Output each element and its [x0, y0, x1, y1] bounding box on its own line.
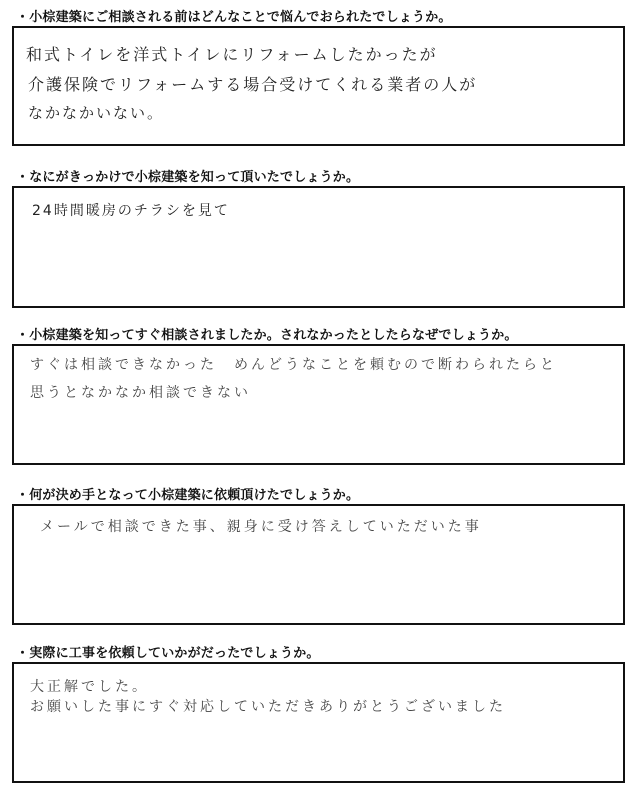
question-4: ・何が決め手となって小棕建築に依頼頂けたでしょうか。 — [16, 488, 360, 503]
answer-box-2 — [12, 186, 625, 308]
question-1: ・小棕建築にご相談される前はどんなことで悩んでおられたでしょうか。 — [16, 10, 452, 25]
answer-5-line-2: お願いした事にすぐ対応していただきありがとうございました — [30, 699, 506, 715]
answer-box-3 — [12, 344, 625, 465]
answer-box-1 — [12, 26, 625, 146]
answer-5-line-1: 大正解でした。 — [30, 679, 149, 695]
answer-4-line-1: メールで相談できた事、親身に受け答えしていただいた事 — [40, 519, 482, 535]
answer-3-line-2: 思うとなかなか相談できない — [30, 385, 251, 401]
answer-1-line-3: なかなかいない。 — [28, 104, 165, 122]
question-5: ・実際に工事を依頼していかがだったでしょうか。 — [16, 646, 320, 661]
question-2: ・なにがきっかけで小棕建築を知って頂いたでしょうか。 — [16, 170, 360, 185]
question-3: ・小棕建築を知ってすぐ相談されましたか。されなかったとしたらなぜでしょうか。 — [16, 328, 518, 343]
answer-1-line-1: 和式トイレを洋式トイレにリフォームしたかったが — [26, 45, 438, 64]
answer-1-line-2: 介護保険でリフォームする場合受けてくれる業者の人が — [28, 75, 478, 94]
answer-3-line-1: すぐは相談できなかった めんどうなことを頼むので断わられたらと — [30, 357, 557, 373]
answer-box-5 — [12, 662, 625, 783]
answer-box-4 — [12, 504, 625, 625]
answer-2-line-1: 24時間暖房のチラシを見て — [32, 203, 230, 219]
